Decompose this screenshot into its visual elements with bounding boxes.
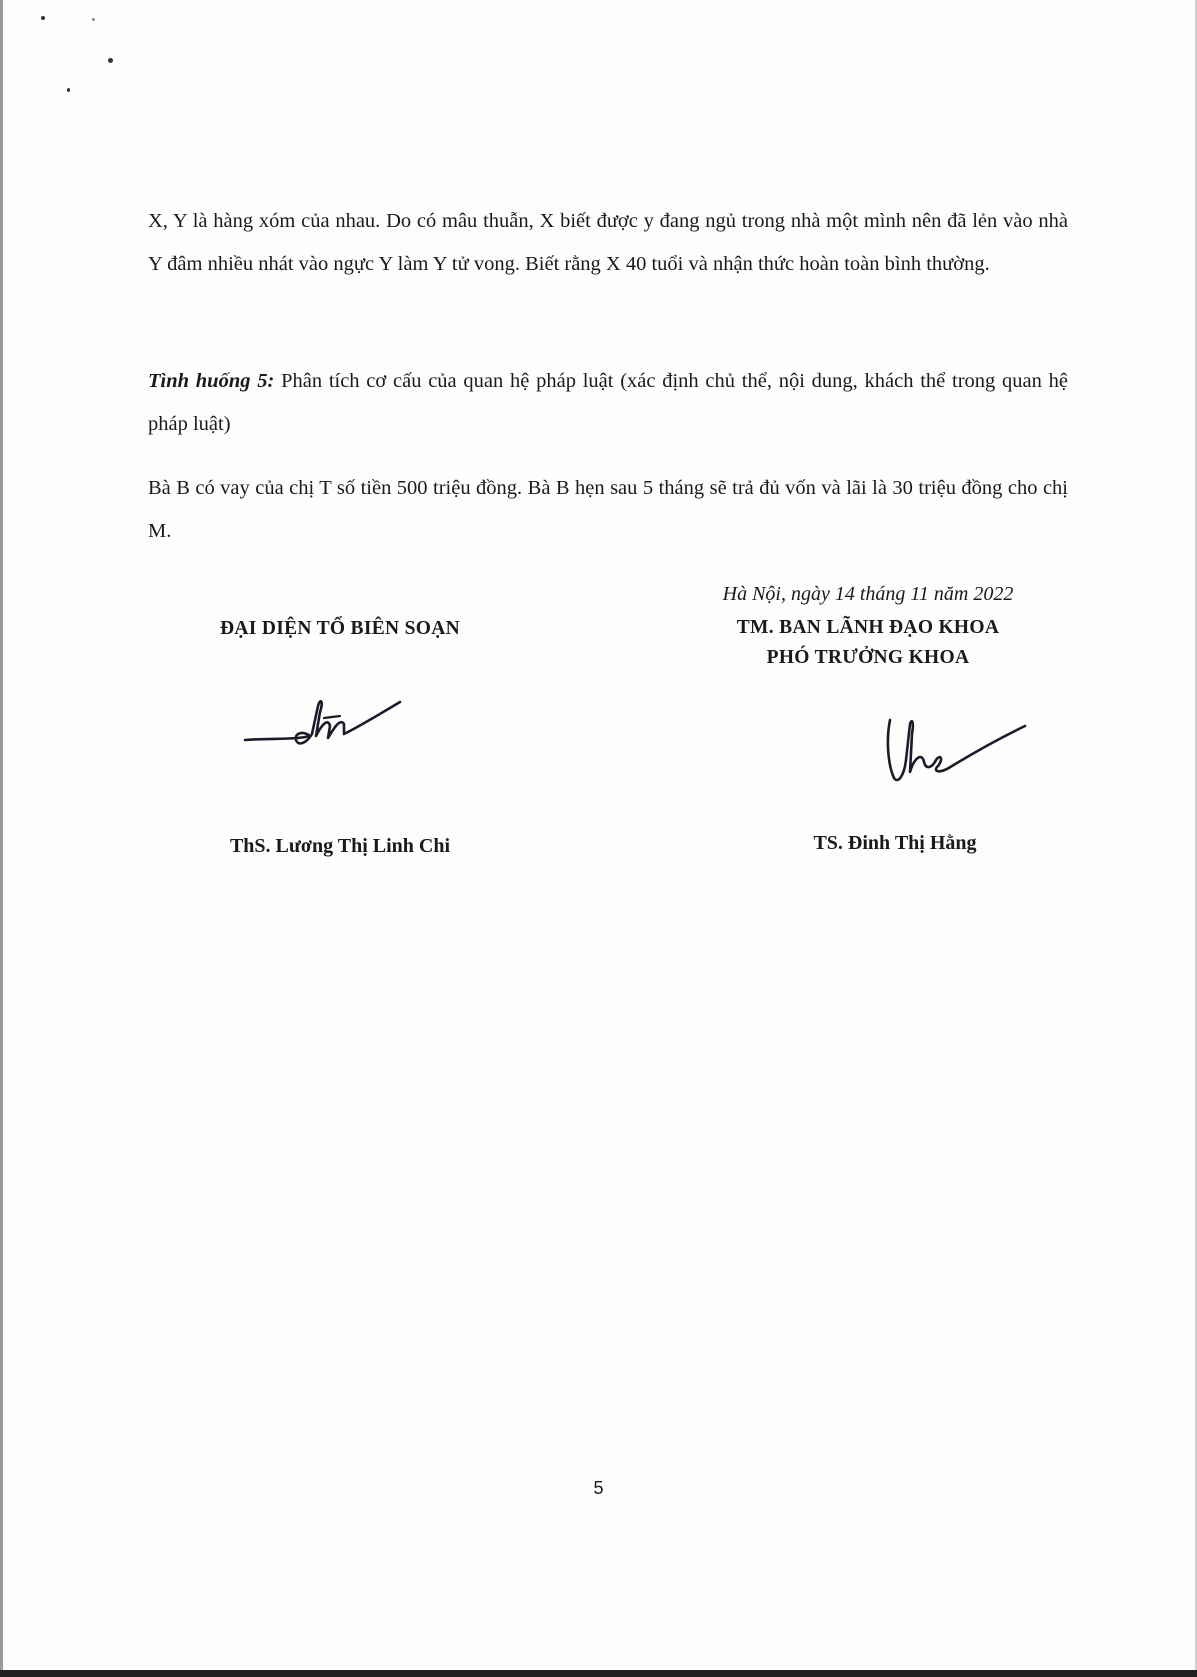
scan-speck (41, 16, 45, 20)
right-signature-title: PHÓ TRƯỞNG KHOA (766, 647, 970, 668)
scan-speck (67, 88, 70, 92)
paragraph-case-description: X, Y là hàng xóm của nhau. Do có mâu thuẫn, X biết được y đang ngủ trong nhà một mình nên đã lẻn vào nhà Y đâm nhiều nhát vào ngực Y làm Y tử vong. Biết rằng X 40 tuổi và nhận thức hoàn toàn bình thường. (148, 210, 1068, 275)
situation-label: Tình huống 5: (148, 370, 275, 392)
date-line: Hà Nội, ngày 14 tháng 11 năm 2022 (722, 583, 1014, 605)
left-signature-heading: ĐẠI DIỆN TỔ BIÊN SOẠN (220, 618, 460, 639)
page-number: 5 (593, 1478, 604, 1498)
handwritten-signature-left (240, 688, 410, 768)
paragraph-loan-case: Bà B có vay của chị T số tiền 500 triệu đồng. Bà B hẹn sau 5 tháng sẽ trả đủ vốn và lãi là 30 triệu đồng cho chị M. (148, 477, 1068, 542)
situation-text: Phân tích cơ cấu của quan hệ pháp luật (xác định chủ thể, nội dung, khách thể trong quan hệ pháp luật) (148, 370, 1068, 435)
scan-bottom-edge (0, 1670, 1197, 1677)
handwritten-signature-right (880, 710, 1030, 800)
scan-left-edge (0, 0, 3, 1677)
right-signatory-name: TS. Đinh Thị Hằng (813, 832, 977, 854)
paragraph-situation-5 (148, 360, 1068, 446)
scan-speck (92, 18, 95, 21)
scan-speck (108, 58, 113, 63)
left-signatory-name: ThS. Lương Thị Linh Chi (229, 835, 451, 857)
right-signature-heading: TM. BAN LÃNH ĐẠO KHOA (736, 617, 1000, 638)
